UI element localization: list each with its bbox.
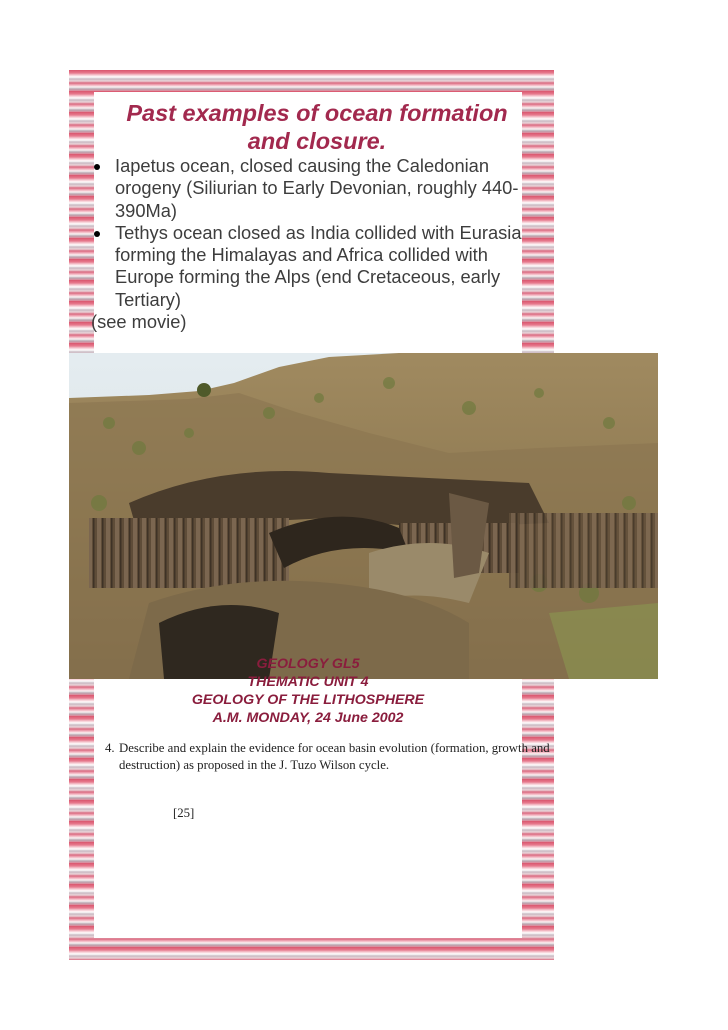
bullet-icon bbox=[94, 164, 100, 170]
bullet-list bbox=[91, 155, 531, 333]
bullet-text: Tethys ocean closed as India collided with Eurasia forming the Himalayas and Africa collided with Europe forming the Alps (end Cretaceous, early Tertiary) bbox=[115, 221, 522, 310]
question-number: 4. bbox=[105, 741, 115, 755]
movie-note: (see movie) bbox=[91, 311, 187, 333]
bullet-text: Iapetus ocean, closed causing the Caledonian orogeny (Siliurian to Early Devonian, roughly 440-390Ma) bbox=[115, 155, 519, 221]
exam-heading bbox=[160, 655, 456, 727]
question-text: Describe and explain the evidence for ocean basin evolution (formation, growth and destruction) as proposed in the J. Tuzo Wilson cycle. bbox=[119, 741, 550, 772]
exam-course: GEOLOGY GL5 bbox=[256, 656, 360, 672]
exam-unit: THEMATIC UNIT 4 bbox=[247, 674, 369, 690]
bullet-item-iapetus bbox=[91, 155, 531, 222]
rock-outcrop-photo bbox=[69, 353, 658, 679]
bullet-item-tethys bbox=[91, 222, 531, 311]
exam-question bbox=[105, 740, 560, 774]
bullet-icon bbox=[94, 231, 100, 237]
exam-subject: GEOLOGY OF THE LITHOSPHERE bbox=[191, 692, 425, 708]
slide-title: Past examples of ocean formation and closure. bbox=[126, 100, 508, 154]
exam-date: A.M. MONDAY, 24 June 2002 bbox=[212, 710, 404, 726]
question-marks: [25] bbox=[173, 806, 195, 820]
